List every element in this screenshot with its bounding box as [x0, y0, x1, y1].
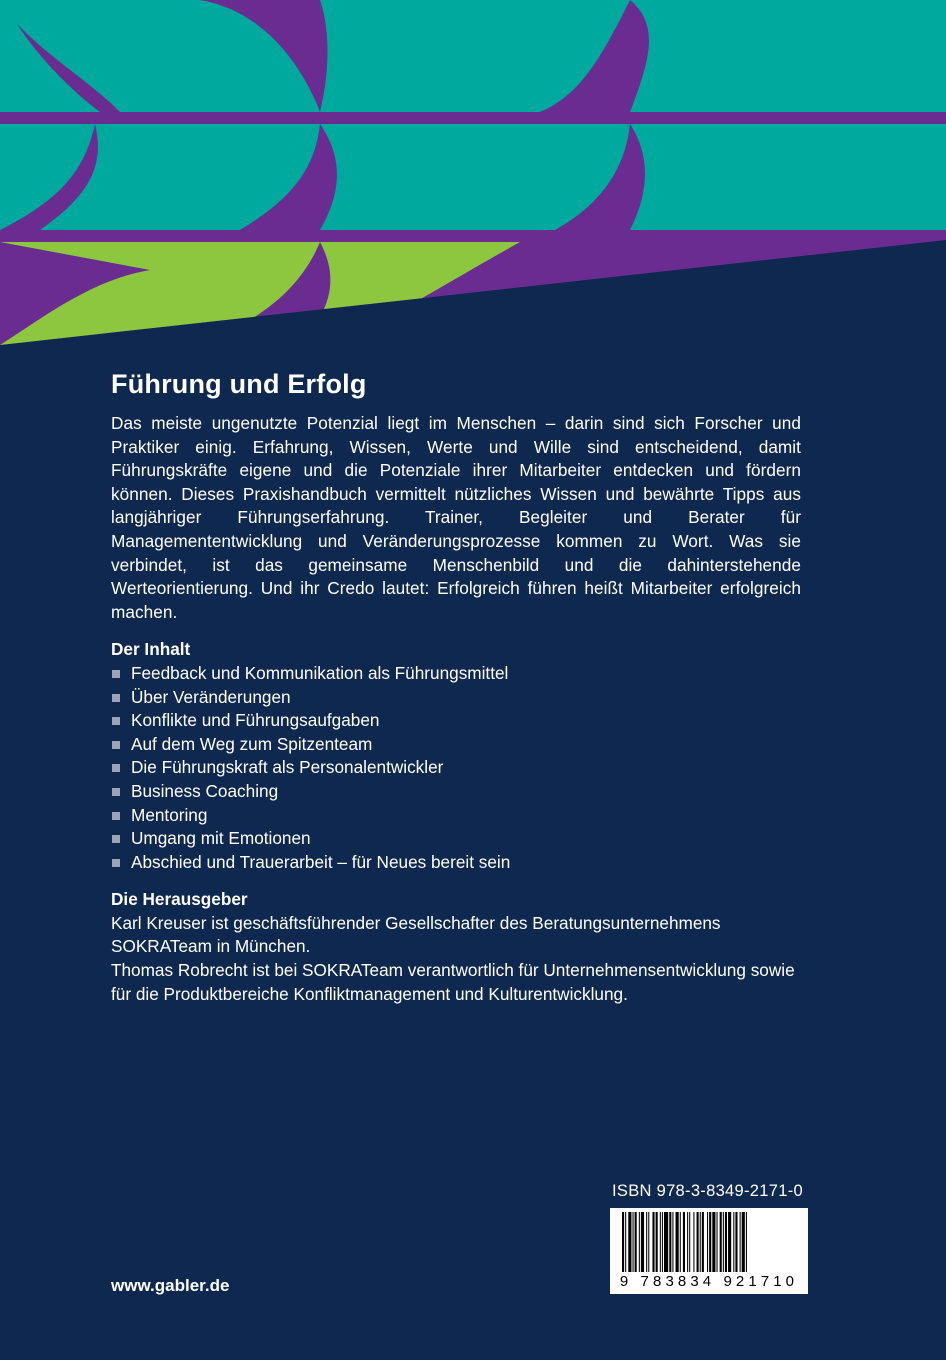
- barcode-bar: [733, 1212, 734, 1272]
- barcode-bar: [680, 1212, 681, 1272]
- barcode-bar: [728, 1212, 731, 1272]
- barcode-bar: [723, 1212, 724, 1272]
- barcode-bar: [707, 1212, 708, 1272]
- barcode-bar: [689, 1212, 690, 1272]
- square-bullet-icon: [112, 788, 120, 796]
- barcode-bar: [656, 1212, 658, 1272]
- list-item: Abschied und Trauerarbeit – für Neues bereit sein: [111, 851, 801, 875]
- square-bullet-icon: [112, 835, 120, 843]
- list-item: Auf dem Weg zum Spitzenteam: [111, 733, 801, 757]
- barcode-bar: [648, 1212, 649, 1272]
- barcode-bar: [742, 1212, 745, 1272]
- barcode-bar: [628, 1212, 631, 1272]
- contents-heading: Der Inhalt: [111, 639, 191, 660]
- barcode-bar: [687, 1212, 688, 1272]
- barcode: [610, 1208, 808, 1294]
- square-bullet-icon: [112, 717, 120, 725]
- barcode-bar: [740, 1212, 741, 1272]
- publisher-website: www.gabler.de: [111, 1276, 230, 1295]
- editor-bio: Thomas Robrecht ist bei SOKRATeam verantwortlich für Unternehmensentwicklung sowie für die Produktbereiche Konfliktmanagement und Kulturentwicklung.: [111, 960, 795, 1004]
- barcode-bar: [683, 1212, 685, 1272]
- decorative-pattern: [0, 0, 946, 345]
- list-item: Business Coaching: [111, 780, 801, 804]
- barcode-bar: [676, 1212, 679, 1272]
- barcode-bar: [669, 1212, 671, 1272]
- list-item: Über Veränderungen: [111, 686, 801, 710]
- square-bullet-icon: [112, 764, 120, 772]
- square-bullet-icon: [112, 741, 120, 749]
- square-bullet-icon: [112, 812, 120, 820]
- editor-bio: Karl Kreuser ist geschäftsführender Gesellschafter des Beratungsunternehmens SOKRATeam in München.: [111, 912, 721, 957]
- barcode-bar: [641, 1212, 644, 1272]
- barcode-bar: [746, 1212, 747, 1272]
- book-title: Führung und Erfolg: [111, 369, 367, 399]
- square-bullet-icon: [112, 694, 120, 702]
- barcode-bar: [662, 1212, 663, 1272]
- barcode-bar: [700, 1212, 701, 1272]
- barcode-bar: [652, 1212, 654, 1272]
- barcode-digits: 9 783834 921710: [619, 1273, 799, 1290]
- intro-text: Das meiste ungenutzte Potenzial liegt im Menschen – darin sind sich Forscher und Praktiker einig. Erfahrung, Wissen, Werte und Wille sind entscheidend, damit Führungskräfte eigene und die Potenziale ihrer Mitarbeiter entdecken und fördern können. Dieses Praxishandbuch vermittelt nützliches Wissen und bewährte Tipps aus langjähriger Führungserfahrung. Trainer, Begleiter und Berater für Managemententwicklung und Veränderungsprozesse kommen zu Wort. Was sie verbindet, ist das gemeinsame Menschenbild und die dahinterstehende Werteorientierung. Und ihr Credo lautet: Erfolgreich führen heißt Mitarbeiter erfolgreich machen.: [111, 413, 801, 622]
- barcode-bar: [693, 1212, 694, 1272]
- editors-text: [111, 912, 801, 1006]
- barcode-bar: [660, 1212, 661, 1272]
- list-item: Die Führungskraft als Personalentwickler: [111, 756, 801, 780]
- barcode-bar: [633, 1212, 634, 1272]
- barcode-bar: [697, 1212, 699, 1272]
- barcode-bar: [735, 1212, 737, 1272]
- barcode-bar: [622, 1212, 624, 1272]
- isbn-label: ISBN 978-3-8349-2171-0: [612, 1182, 803, 1200]
- barcode-bar: [672, 1212, 673, 1272]
- list-item: Feedback und Kommunikation als Führungsmittel: [111, 662, 801, 686]
- barcode-bar: [646, 1212, 647, 1272]
- barcode-bar: [717, 1212, 718, 1272]
- barcode-bar: [720, 1212, 722, 1272]
- square-bullet-icon: [112, 859, 120, 867]
- barcode-bar: [635, 1212, 637, 1272]
- barcode-bar: [712, 1212, 715, 1272]
- barcode-bar: [664, 1212, 668, 1272]
- list-item: Umgang mit Emotionen: [111, 827, 801, 851]
- list-item: Mentoring: [111, 804, 801, 828]
- barcode-bar: [625, 1212, 626, 1272]
- square-bullet-icon: [112, 670, 120, 678]
- barcode-bar: [702, 1212, 704, 1272]
- barcode-bar: [725, 1212, 727, 1272]
- list-item: Konflikte und Führungsaufgaben: [111, 709, 801, 733]
- barcode-bar: [639, 1212, 640, 1272]
- contents-list: [111, 662, 801, 874]
- editors-heading: Die Herausgeber: [111, 889, 248, 910]
- main-content: [111, 366, 801, 1006]
- barcode-bar: [709, 1212, 711, 1272]
